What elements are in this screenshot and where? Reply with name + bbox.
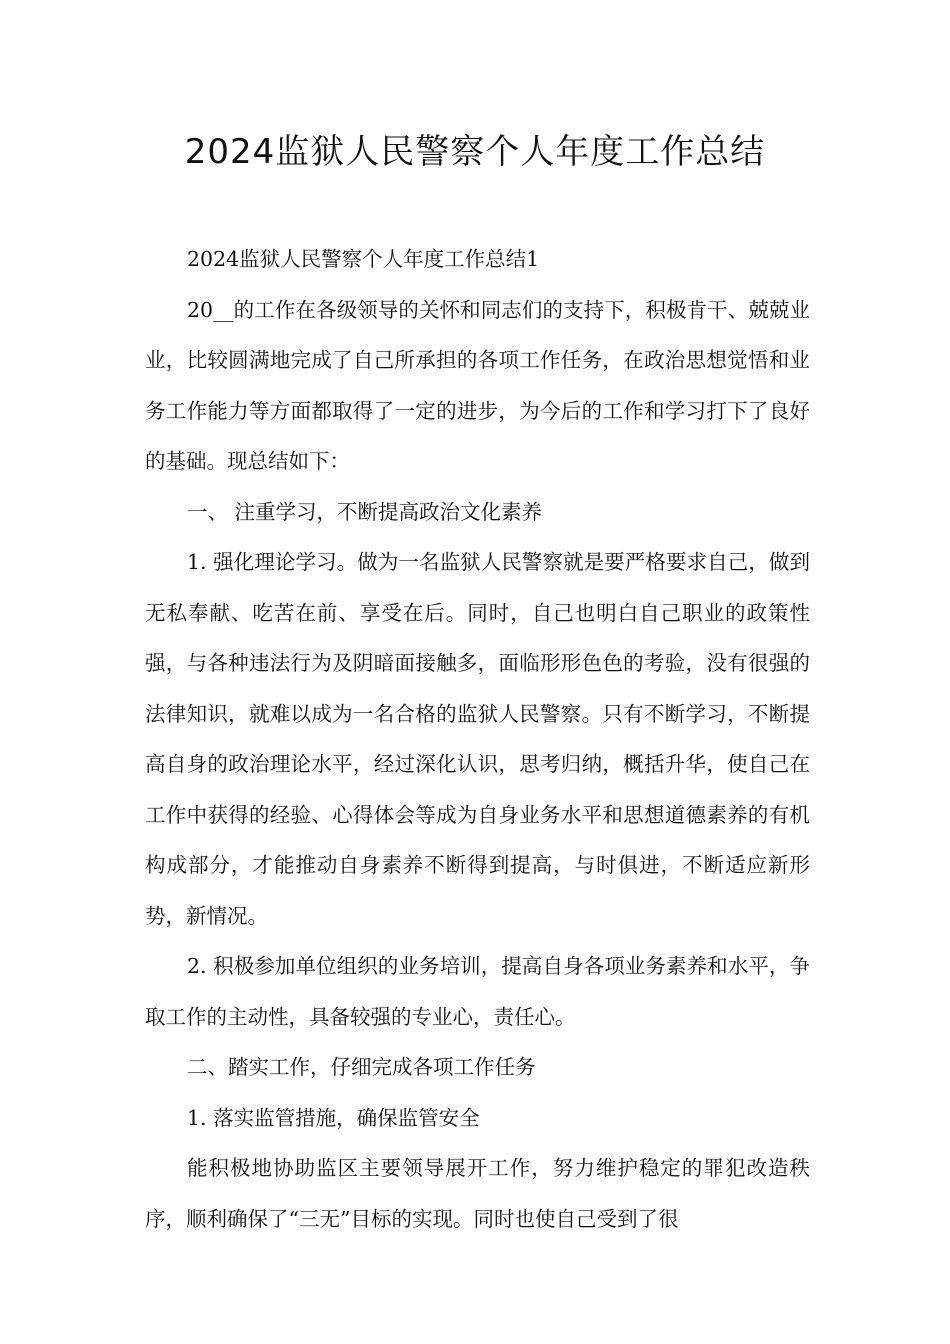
paragraph-theory-study: 1. 强化理论学习。做为一名监狱人民警察就是要严格要求自己，做到无私奉献、吃苦在前、享受在后。同时，自己也明白自己职业的政策性强，与各种违法行为及阴暗面接触多，面临形形色色的考验，没有很强的法律知识，就难以成为一名合格的监狱人民警察。只有不断学习，不断提高自身的政治理论水平，经过深化认识，思考归纳，概括升华，使自己在工作中获得的经验、心得体会等成为自身业务水平和思想道德素养的有机构成部分，才能推动自身素养不断得到提高，与时俱进，不断适应新形势，新情况。	[145, 550, 810, 928]
heading-study: 一、 注重学习，不断提高政治文化素养	[187, 499, 543, 524]
document-title: 2024监狱人民警察个人年度工作总结	[184, 132, 766, 172]
intro-paragraph: 20__的工作在各级领导的关怀和同志们的支持下，积极肯干、兢兢业业，比较圆满地完成了自己所承担的各项工作任务，在政治思想觉悟和业务工作能力等方面都取得了一定的进步，为今后的工作和学习打下了良好的基础。现总结如下：	[145, 297, 810, 473]
paragraph-supervision: 能积极地协助监区主要领导展开工作，努力维护稳定的罪犯改造秩序，顺利确保了“三无”目标的实现。同时也使自己受到了很	[145, 1156, 810, 1231]
section-heading-1: 2024监狱人民警察个人年度工作总结1	[187, 247, 540, 271]
document-body	[145, 234, 810, 1244]
subheading-supervision: 1. 落实监管措施，确保监管安全	[187, 1105, 480, 1130]
heading-work: 二、踏实工作，仔细完成各项工作任务	[187, 1055, 536, 1079]
paragraph-training: 2. 积极参加单位组织的业务培训，提高自身各项业务素养和水平，争取工作的主动性，具备较强的专业心，责任心。	[145, 954, 810, 1029]
